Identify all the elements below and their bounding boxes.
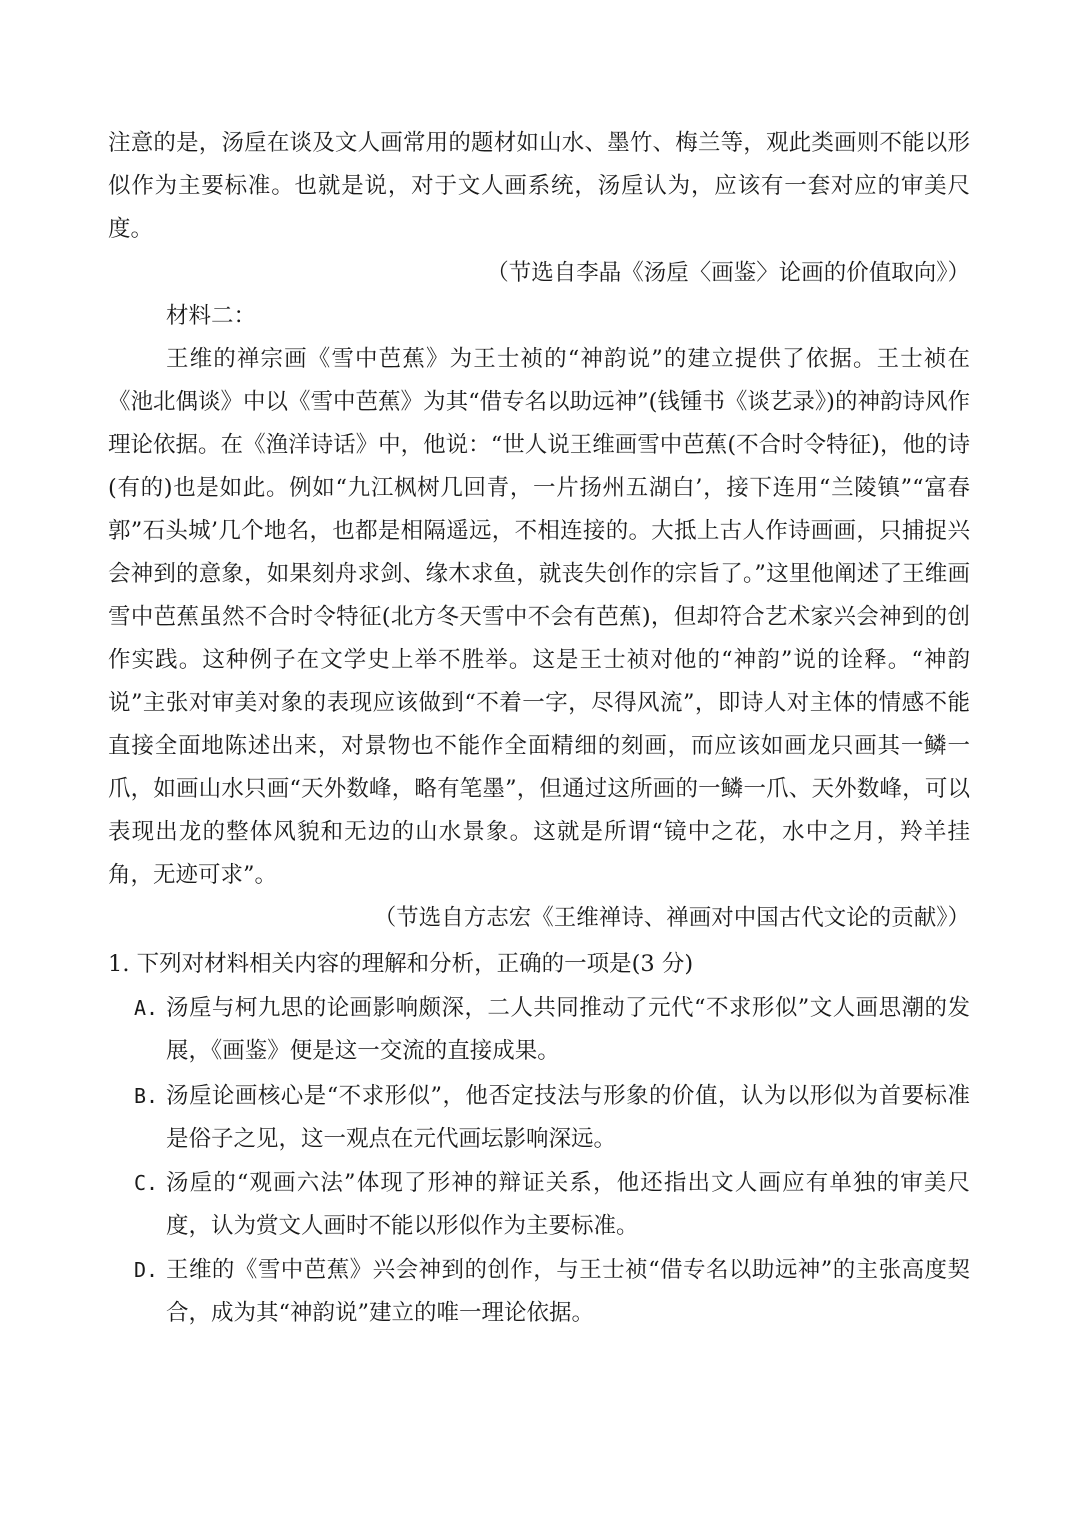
material-one-source: （节选自李晶《汤垕〈画鉴〉论画的价值取向》） [486, 260, 970, 286]
material-two-paragraph: 王维的禅宗画《雪中芭蕉》为王士祯的“神韵说”的建立提供了依据。王士祯在《池北偶谈》中以《雪中芭蕉》为其“借专名以助远神”(钱锺书《谈艺录》)的神韵诗风作理论依据。在《渔洋诗话》中，他说：“世人说王维画雪中芭蕉(不合时令特征)，他的诗(有的)也是如此。例如“九江枫树几回青，一片扬州五湖白’，接下连用“兰陵镇”“富春郭”石头城’几个地名，也都是相隔遥远，不相连接的。大抵上古人作诗画画，只捕捉兴会神到的意象，如果刻舟求剑、缘木求鱼，就丧失创作的宗旨了。”这里他阐述了王维画雪中芭蕉虽然不合时令特征(北方冬天雪中不会有芭蕉)，但却符合艺术家兴会神到的创作实践。这种例子在文学史上举不胜举。这是王士祯对他的“神韵”说的诠释。“神韵说”主张对审美对象的表现应该做到“不着一字，尽得风流”，即诗人对主体的情感不能直接全面地陈述出来，对景物也不能作全面精细的刻画，而应该如画龙只画其一鳞一爪，如画山水只画“天外数峰，略有笔墨”，但通过这所画的一鳞一爪、天外数峰，可以表现出龙的整体风貌和无边的山水景象。这就是所谓“镜中之花，水中之月，羚羊挂角，无迹可求”。 [108, 346, 970, 888]
option-text: 汤垕论画核心是“不求形似”，他否定技法与形象的价值，认为以形似为首要标准是俗子之见，这一观点在元代画坛影响深远。 [166, 1083, 970, 1152]
option-letter: D. [134, 1258, 159, 1282]
material-two-label: 材料二： [166, 303, 257, 329]
material-two-source: （节选自方志宏《王维禅诗、禅画对中国古代文论的贡献》） [373, 905, 970, 931]
option-letter: B. [134, 1084, 159, 1108]
material-one-tail-paragraph: 注意的是，汤垕在谈及文人画常用的题材如山水、墨竹、梅兰等，观此类画则不能以形似作为主要标准。也就是说，对于文人画系统，汤垕认为，应该有一套对应的审美尺度。 [108, 130, 970, 242]
option-text: 王维的《雪中芭蕉》兴会神到的创作，与王士祯“借专名以助远神”的主张高度契合，成为其“神韵说”建立的唯一理论依据。 [166, 1257, 970, 1326]
option-d[interactable] [134, 1249, 970, 1335]
option-letter: C. [134, 1171, 159, 1195]
option-c[interactable] [134, 1162, 970, 1248]
option-text: 汤垕的“观画六法”体现了形神的辩证关系，他还指出文人画应有单独的审美尺度，认为赏文人画时不能以形似作为主要标准。 [166, 1170, 970, 1239]
question-stem: 1. 下列对材料相关内容的理解和分析，正确的一项是(3 分) [108, 951, 694, 977]
option-b[interactable] [134, 1075, 970, 1161]
option-text: 汤垕与柯九思的论画影响颇深，二人共同推动了元代“不求形似”文人画思潮的发展，《画鉴》便是这一交流的直接成果。 [166, 995, 970, 1064]
option-letter: A. [134, 996, 159, 1020]
option-a[interactable] [134, 987, 970, 1073]
